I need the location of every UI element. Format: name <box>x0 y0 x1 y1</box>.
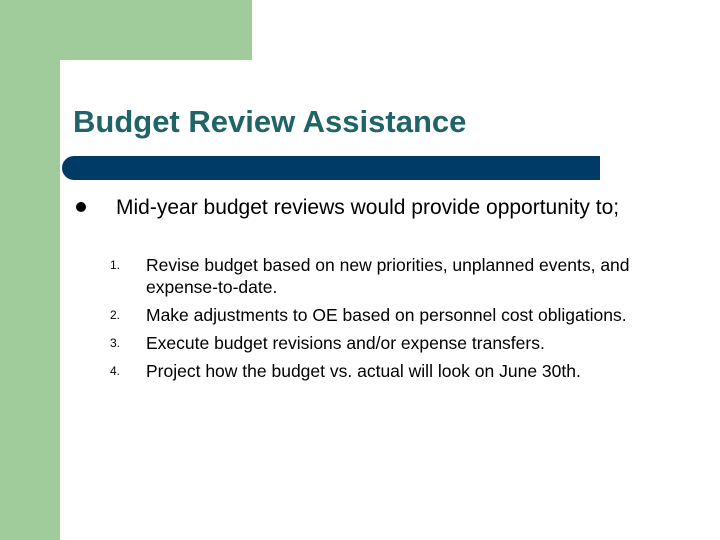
bullet-dot-icon <box>76 202 86 212</box>
accent-left-band <box>0 0 60 540</box>
list-item-number: 3. <box>110 336 121 350</box>
list-item <box>108 360 688 382</box>
main-bullet-text: Mid-year budget reviews would provide opportunity to; <box>116 196 620 219</box>
list-item <box>108 254 688 298</box>
list-item-number: 2. <box>110 308 121 322</box>
accent-top-band <box>0 0 252 60</box>
list-item-number: 4. <box>110 364 121 378</box>
numbered-list <box>108 254 688 388</box>
list-item <box>108 304 688 326</box>
slide-title: Budget Review Assistance <box>73 104 467 139</box>
list-item-text: Execute budget revisions and/or expense transfers. <box>146 333 545 353</box>
list-item <box>108 332 688 354</box>
title-underline-bar <box>62 156 600 180</box>
list-item-number: 1. <box>110 258 121 272</box>
list-item-text: Revise budget based on new priorities, unplanned events, and expense-to-date. <box>146 255 630 297</box>
list-item-text: Project how the budget vs. actual will look on June 30th. <box>146 361 581 381</box>
list-item-text: Make adjustments to OE based on personnel cost obligations. <box>146 305 627 325</box>
